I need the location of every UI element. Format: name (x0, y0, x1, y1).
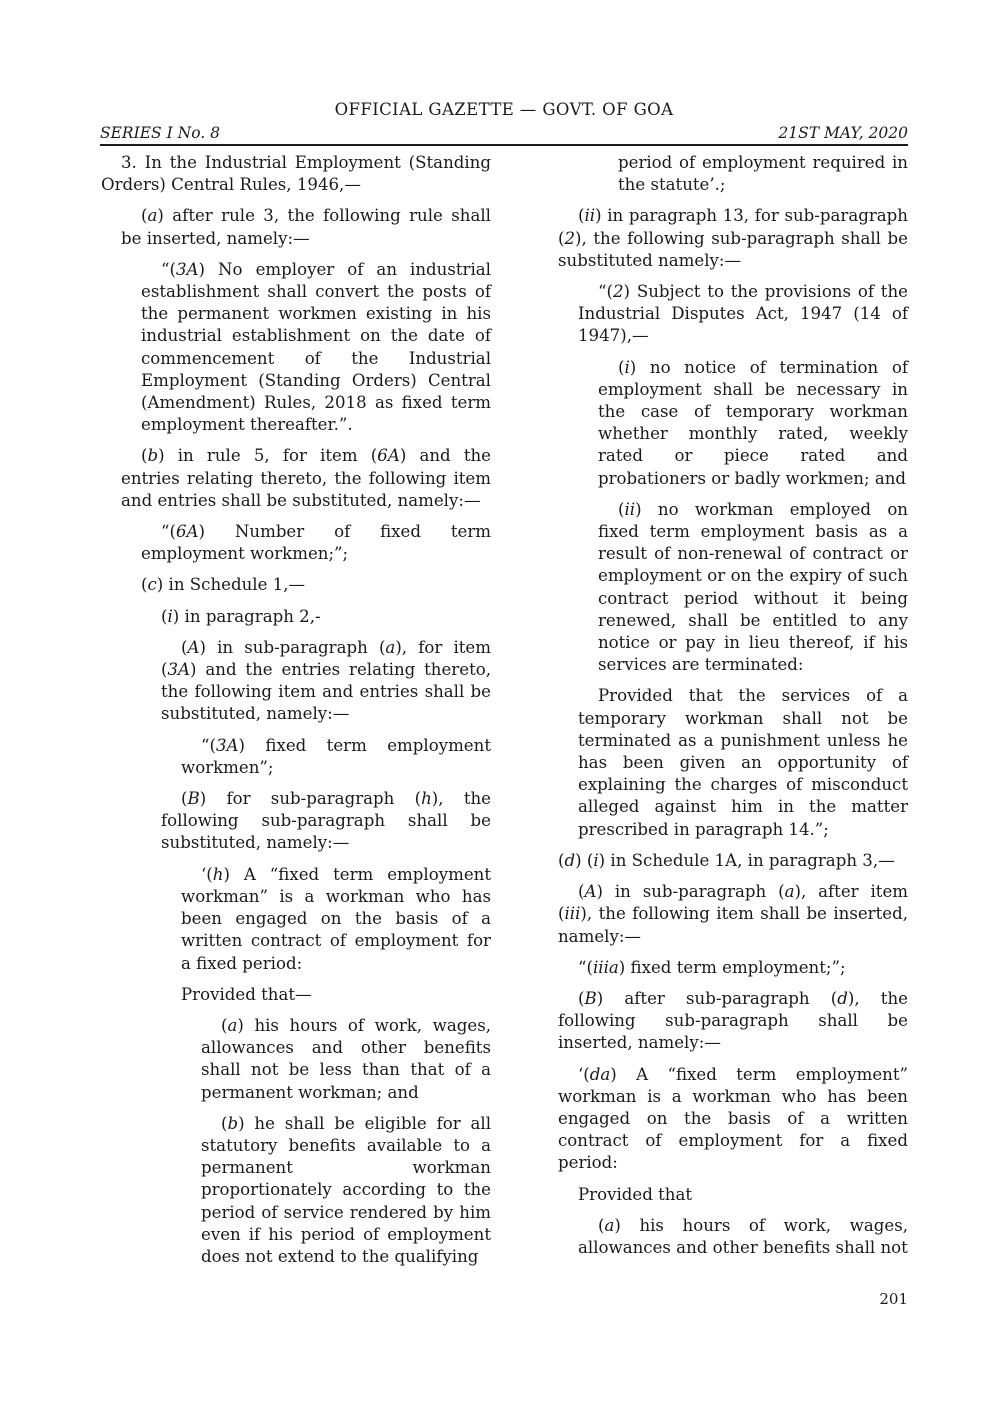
body-paragraph: (ii) no workman employed on fixed term employment basis as a result of non-renewal of contract or employment or on the expiry of such contract period without it being renewed, shall be entitled to any notice or pay in lieu thereof, if his services are terminated: (598, 499, 908, 675)
body-paragraph: (i) no notice of termination of employment shall be necessary in the case of temporary workman whether monthly rated, weekly rated or piece rated and probationers or badly workmen; and (598, 357, 908, 488)
body-paragraph: (a) his hours of work, wages, allowances and other benefits shall not (578, 1215, 908, 1257)
body-paragraph: “(2) Subject to the provisions of the Industrial Disputes Act, 1947 (14 of 1947),— (578, 282, 908, 346)
series-number: SERIES I No. 8 (100, 124, 220, 142)
body-paragraph: ‘(h) A “fixed term employment workman” is a workman who has been engaged on the basis of a written contract of employment for a fixed period: (181, 864, 491, 973)
body-paragraph: “(6A) Number of fixed term employment workmen;”; (141, 522, 491, 564)
left-text-column (101, 152, 491, 1277)
body-paragraph: period of employment required in the statute’.; (618, 153, 908, 195)
body-paragraph: (ii) in paragraph 13, for sub-paragraph (2), the following sub-paragraph shall be substituted namely:— (558, 206, 908, 270)
body-paragraph: (i) in paragraph 2,- (161, 606, 321, 626)
body-paragraph: 3. In the Industrial Employment (Standing Orders) Central Rules, 1946,— (101, 153, 491, 195)
body-paragraph: (B) for sub-paragraph (h), the following sub-paragraph shall be substituted, namely:— (161, 789, 491, 853)
body-paragraph: (b) in rule 5, for item (6A) and the entries relating thereto, the following item and entries shall be substituted, namely:— (121, 446, 492, 510)
issue-date: 21ST MAY, 2020 (778, 124, 908, 142)
page-number: 201 (879, 1290, 908, 1308)
body-paragraph: “(3A) fixed term employment workmen”; (181, 735, 491, 777)
body-paragraph: Provided that— (181, 984, 312, 1004)
body-paragraph: (c) in Schedule 1,— (141, 575, 306, 595)
body-paragraph: (d) (i) in Schedule 1A, in paragraph 3,— (558, 850, 895, 870)
body-paragraph: (B) after sub-paragraph (d), the following sub-paragraph shall be inserted, namely:— (558, 988, 908, 1053)
body-paragraph: (A) in sub-paragraph (a), for item (3A) and the entries relating thereto, the following item and entries shall be substituted, namely:— (161, 637, 491, 724)
gazette-masthead: OFFICIAL GAZETTE — GOVT. OF GOA (334, 100, 674, 119)
right-text-column (558, 152, 908, 1268)
body-paragraph: Provided that the services of a temporary workman shall not be terminated as a punishment unless he has been given an opportunity of explaining the charges of misconduct alleged against him in the matter prescribed in paragraph 14.”; (578, 686, 908, 839)
body-paragraph: (a) his hours of work, wages, allowances and other benefits shall not be less than that of a permanent workman; and (201, 1015, 491, 1102)
body-paragraph: “(3A) No employer of an industrial establishment shall convert the posts of the permanent workmen existing in his industrial establishment on the date of commencement of the Industrial Employment (Standing Orders) Central (Amendment) Rules, 2018 as fixed term employment thereafter.”. (141, 259, 491, 435)
body-paragraph: (A) in sub-paragraph (a), after item (iii), the following item shall be inserted, namely:— (558, 882, 908, 946)
body-paragraph: (a) after rule 3, the following rule shall be inserted, namely:— (121, 206, 491, 248)
body-paragraph: Provided that (578, 1184, 693, 1204)
body-paragraph: ‘(da) A “fixed term employment” workman is a workman who has been engaged on the basis of a written contract of employment for a fixed period: (558, 1064, 908, 1173)
body-paragraph: “(iiia) fixed term employment;”; (578, 957, 846, 977)
header-rule (100, 144, 908, 146)
body-paragraph: (b) he shall be eligible for all statutory benefits available to a permanent workman proportionately according to the period of service rendered by him even if his period of employment does not extend to the qualifying (201, 1113, 491, 1266)
